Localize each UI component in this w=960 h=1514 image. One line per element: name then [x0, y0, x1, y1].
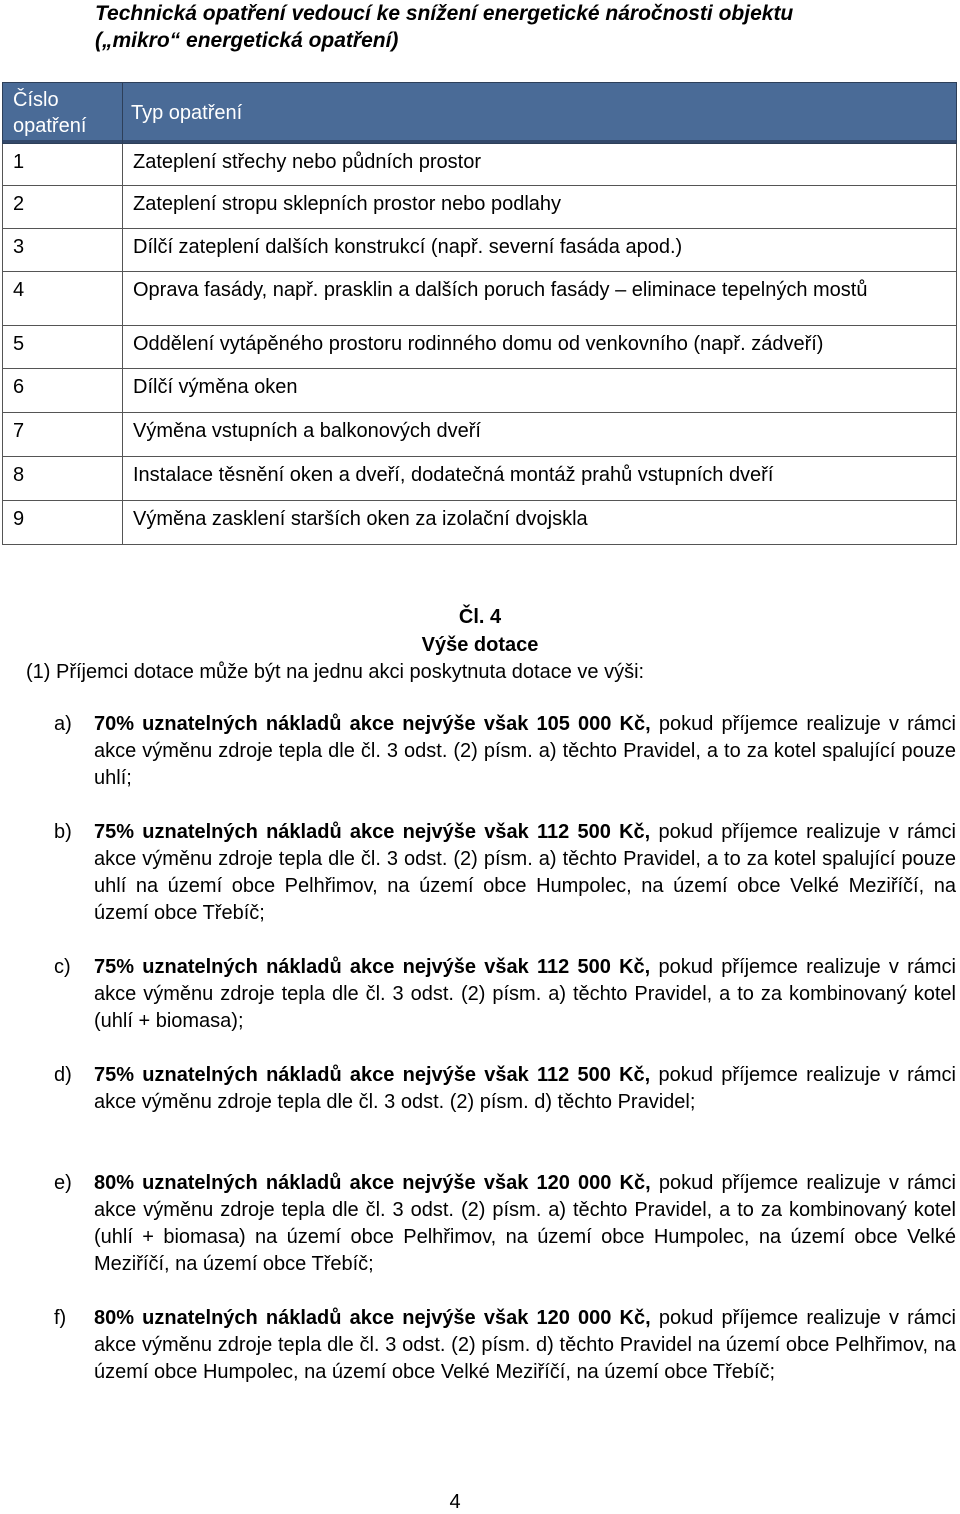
- row-number: 2: [3, 186, 123, 229]
- heading-line-2: („mikro“ energetická opatření): [95, 29, 399, 52]
- item-text: pokud příjemce realizuje v rámci akce výměnu zdroje tepla dle čl. 3 odst. (2) písm. d) těchto Pravidel na území obce Pelhřimov, na území obce Humpolec, na území obce Velké Meziříčí, na území obce Třebíč;: [94, 1307, 956, 1383]
- item-text: pokud příjemce realizuje v rámci akce výměnu zdroje tepla dle čl. 3 odst. (2) písm. d) těchto Pravidel;: [94, 1064, 957, 1113]
- table-row: [3, 457, 957, 501]
- item-letter: e): [54, 1172, 72, 1194]
- item-letter: b): [54, 821, 72, 843]
- table-row: [3, 144, 957, 186]
- item-text: pokud příjemce realizuje v rámci akce výměnu zdroje tepla dle čl. 3 odst. (2) písm. a) těchto Pravidel, a to za kombinovaný kotel (uhlí + biomasa);: [94, 956, 957, 1032]
- item-body: [94, 819, 956, 927]
- row-type: Výměna vstupních a balkonových dveří: [123, 413, 957, 457]
- row-type: Zateplení střechy nebo půdních prostor: [123, 144, 957, 186]
- item-body: [94, 954, 956, 1035]
- row-number: 6: [3, 369, 123, 413]
- row-number: 7: [3, 413, 123, 457]
- list-item: [54, 954, 956, 1035]
- item-body: [94, 1305, 956, 1386]
- list-item: [54, 1305, 956, 1386]
- header-number-line-1: Číslo: [13, 89, 59, 111]
- row-number: 3: [3, 229, 123, 272]
- item-amount: 75% uznatelných nákladů akce nejvýše však 112 500 Kč,: [94, 821, 651, 843]
- table-row: [3, 501, 957, 545]
- item-body: [94, 1170, 956, 1278]
- row-number: 4: [3, 272, 123, 326]
- heading-line-1: Technická opatření vedoucí ke snížení energetické náročnosti objektu: [95, 2, 794, 25]
- page-number: 4: [449, 1491, 461, 1513]
- table-row: [3, 229, 957, 272]
- intro-paragraph: (1) Příjemci dotace může být na jednu akci poskytnuta dotace ve výši:: [26, 661, 645, 683]
- item-body: [94, 711, 956, 792]
- row-number: 5: [3, 326, 123, 369]
- item-letter: a): [54, 713, 72, 735]
- article-heading: [0, 603, 960, 659]
- table-row: [3, 272, 957, 326]
- item-amount: 75% uznatelných nákladů akce nejvýše však 112 500 Kč,: [94, 956, 651, 978]
- list-item: [54, 1062, 956, 1116]
- list-item: [54, 819, 956, 927]
- list-item: [54, 1170, 956, 1278]
- measures-table: [2, 82, 957, 545]
- item-letter: d): [54, 1064, 72, 1086]
- row-number: 1: [3, 144, 123, 186]
- table-row: [3, 413, 957, 457]
- row-type: Výměna zasklení starších oken za izolační dvojskla: [123, 501, 957, 545]
- item-amount: 80% uznatelných nákladů akce nejvýše však 120 000 Kč,: [94, 1172, 651, 1194]
- row-type: Zateplení stropu sklepních prostor nebo podlahy: [123, 186, 957, 229]
- section-heading: [95, 0, 935, 54]
- list-item: [54, 711, 956, 792]
- item-letter: f): [54, 1307, 67, 1329]
- item-amount: 70% uznatelných nákladů akce nejvýše však 105 000 Kč,: [94, 713, 651, 735]
- row-type: Instalace těsnění oken a dveří, dodatečná montáž prahů vstupních dveří: [123, 457, 957, 501]
- item-text: pokud příjemce realizuje v rámci akce výměnu zdroje tepla dle čl. 3 odst. (2) písm. a) těchto Pravidel, a to za kotel spalující pouze uhlí;: [94, 713, 956, 789]
- table-row: [3, 186, 957, 229]
- row-number: 9: [3, 501, 123, 545]
- row-type: Oddělení vytápěného prostoru rodinného domu od venkovního (např. zádveří): [123, 326, 957, 369]
- row-type: Oprava fasády, např. prasklin a dalších poruch fasády – eliminace tepelných mostů: [123, 272, 957, 326]
- row-type: Dílčí zateplení dalších konstrukcí (např. severní fasáda apod.): [123, 229, 957, 272]
- item-body: [94, 1062, 956, 1116]
- item-text: pokud příjemce realizuje v rámci akce výměnu zdroje tepla dle čl. 3 odst. (2) písm. a) těchto Pravidel, a to za kombinovaný kotel (uhlí + biomasa) na území obce Pelhřimov, na území obce Humpolec, na území obce Velké Meziříčí, na území obce Třebíč;: [94, 1172, 956, 1275]
- row-number: 8: [3, 457, 123, 501]
- item-letter: c): [54, 956, 71, 978]
- header-type-cell: Typ opatření: [123, 83, 957, 144]
- item-text: pokud příjemce realizuje v rámci akce výměnu zdroje tepla dle čl. 3 odst. (2) písm. a) těchto Pravidel, a to za kotel spalující pouze uhlí na území obce Pelhřimov, na území obce Humpolec, na území obce Velké Meziříčí, na území obce Třebíč;: [94, 821, 957, 924]
- header-number-line-2: opatření: [13, 115, 87, 137]
- item-amount: 75% uznatelných nákladů akce nejvýše však 112 500 Kč,: [94, 1064, 651, 1086]
- article-title: Výše dotace: [421, 634, 539, 656]
- item-amount: 80% uznatelných nákladů akce nejvýše však 120 000 Kč,: [94, 1307, 651, 1329]
- table-header-row: [3, 83, 957, 144]
- article-number: Čl. 4: [458, 606, 502, 628]
- table-row: [3, 369, 957, 413]
- table-row: [3, 326, 957, 369]
- header-number-cell: [3, 83, 123, 144]
- row-type: Dílčí výměna oken: [123, 369, 957, 413]
